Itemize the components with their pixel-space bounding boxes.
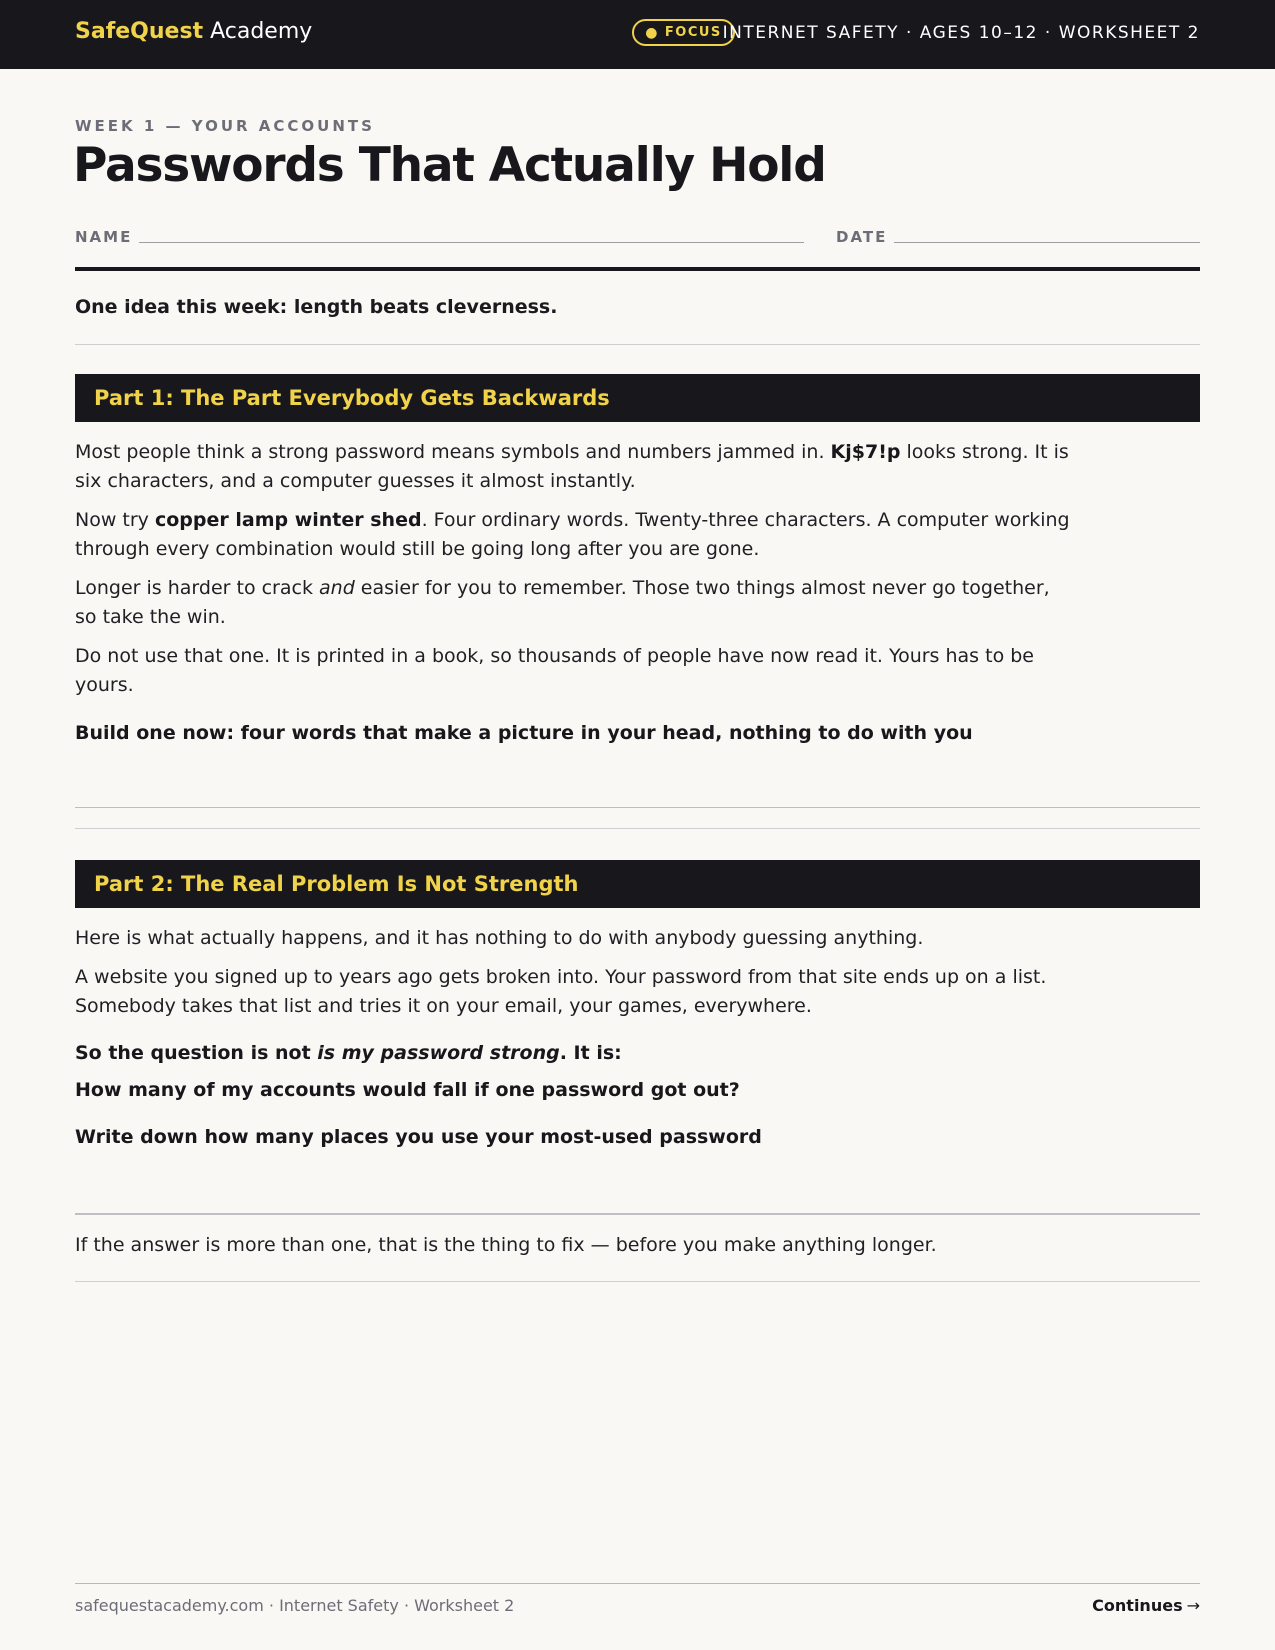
part1-p2-text-a: Now try — [75, 509, 155, 531]
part1-p2-text-b: . Four ordinary words. Twenty-three characters. A computer working through every combination would still be going long after you are gone. — [75, 509, 1070, 560]
part1-p1-text-b: looks strong. It is six characters, and a computer guesses it almost instantly. — [75, 441, 1069, 492]
page-title: Passwords That Actually Hold — [73, 138, 826, 193]
part2-closing: If the answer is more than one, that is the thing to fix — before you make anything longer. — [75, 1234, 937, 1256]
part2-paragraph-2: A website you signed up to years ago gets broken into. Your password from that site ends up on a list. Somebody takes that list and tries it on your email, your games, everywhere. — [75, 966, 1047, 1017]
lead-divider — [75, 344, 1200, 345]
top-bar — [0, 0, 1275, 69]
footer-source: safequestacademy.com · Internet Safety · Worksheet 2 — [75, 1596, 515, 1615]
part2-divider — [75, 1281, 1200, 1282]
part1-p3-emphasis: and — [319, 577, 355, 599]
part2-question-text-a: So the question is not — [75, 1042, 318, 1064]
continues-link[interactable] — [1092, 1596, 1200, 1615]
example-passphrase: copper lamp winter shed — [154, 509, 422, 531]
part2-key-question: How many of my accounts would fall if one password got out? — [75, 1079, 740, 1101]
part1-paragraph-2 — [75, 506, 1070, 564]
worksheet-meta: INTERNET SAFETY · AGES 10–12 · WORKSHEET 2 — [722, 23, 1200, 43]
brand-suffix: Academy — [210, 19, 313, 44]
continues-label: Continues — [1092, 1596, 1183, 1615]
part2-question-emphasis: is my password strong — [317, 1042, 560, 1064]
part1-p1-text-a: Most people think a strong password means symbols and numbers jammed in. — [75, 441, 831, 463]
part2-heading: Part 2: The Real Problem Is Not Strength — [75, 860, 1200, 908]
part1-divider — [75, 828, 1200, 829]
focus-badge-label: FOCUS — [664, 25, 722, 40]
part1-paragraph-4: Do not use that one. It is printed in a book, so thousands of people have now read it. Yours has to be yours. — [75, 645, 1034, 696]
brand-logo — [75, 19, 312, 44]
name-field[interactable] — [139, 242, 804, 243]
week-eyebrow: WEEK 1 — YOUR ACCOUNTS — [75, 117, 375, 135]
part1-answer-line[interactable] — [75, 807, 1200, 808]
part1-paragraph-3 — [75, 574, 1070, 632]
title-divider — [75, 267, 1200, 271]
date-label: DATE — [836, 228, 888, 246]
part1-p3-text-a: Longer is harder to crack — [75, 577, 320, 599]
part2-answer-line[interactable] — [75, 1213, 1200, 1215]
part1-heading: Part 1: The Part Everybody Gets Backwards — [75, 374, 1200, 422]
dot-icon: ● — [645, 24, 659, 41]
date-field[interactable] — [894, 242, 1200, 243]
footer-divider — [75, 1583, 1200, 1584]
name-label: NAME — [75, 228, 133, 246]
part2-prompt: Write down how many places you use your most-used password — [75, 1126, 762, 1148]
part1-paragraph-1 — [75, 438, 1070, 496]
part2-question — [75, 1042, 622, 1064]
arrow-right-icon: → — [1186, 1596, 1200, 1615]
focus-badge — [632, 19, 735, 46]
part2-question-text-b: . It is: — [559, 1042, 622, 1064]
part1-prompt: Build one now: four words that make a picture in your head, nothing to do with you — [75, 722, 973, 744]
part2-paragraph-1: Here is what actually happens, and it has nothing to do with anybody guessing anything. — [75, 927, 924, 949]
example-weak-password: Kj$7!p — [830, 441, 901, 463]
brand-name: SafeQuest — [75, 19, 204, 44]
lead-sentence: One idea this week: length beats cleverness. — [75, 296, 558, 318]
part1-p3-text-b: easier for you to remember. Those two things almost never go together, so take the win. — [75, 577, 1050, 628]
